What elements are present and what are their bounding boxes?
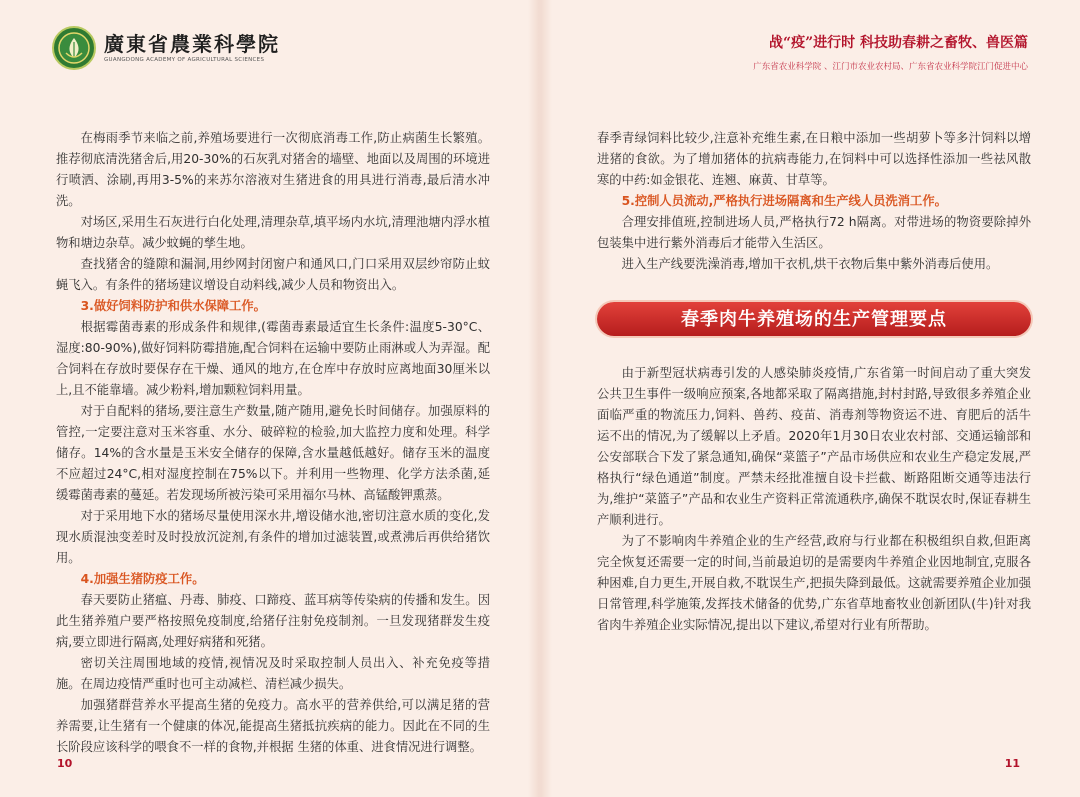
body-paragraph: 对场区,采用生石灰进行白化处理,清理杂草,填平场内水坑,清理池塘内浮水植物和塘边杂草。减少蚊蝇的孳生地。 [56,215,490,250]
body-paragraph: 春天要防止猪瘟、丹毒、肺疫、口蹄疫、蓝耳病等传染病的传播和发生。因此生猪养殖户要严格按照免疫制度,给猪仔注射免疫制剂。一旦发现猪群发生疫病,要立即进行隔离,处理好病猪和死猪。 [56,593,490,649]
body-paragraph: 为了不影响肉牛养殖企业的生产经营,政府与行业都在积极组织自救,但距离完全恢复还需要一定的时间,当前最迫切的是需要肉牛养殖企业因地制宜,克服各种困难,自力更生,开展自救,不耽误生产,把损失降到最低。这就需要养殖企业加强日常管理,科学施策,发挥技术储备的优势,广东省草地畜牧业创新团队(牛)针对我省肉牛养殖企业实际情况,提出以下建议,希望对行业有所帮助。 [597,534,1031,632]
body-paragraph: 合理安排值班,控制进场人员,严格执行72 h隔离。对带进场的物资要除掉外包装集中进行紫外消毒后才能带入生活区。 [597,215,1031,250]
page-number-left: 10 [57,757,73,770]
body-paragraph: 查找猪舍的缝隙和漏洞,用纱网封闭窗户和通风口,门口采用双层纱帘防止蚊蝇飞入。有条件的猪场建议增设自动料线,减少人员和物资出入。 [56,257,490,292]
body-paragraph: 密切关注周围地域的疫情,视情况及时采取控制人员出入、补充免疫等措施。在周边疫情严重时也可主动减栏、清栏减少损失。 [56,656,490,691]
section-banner: 春季肉牛养殖场的生产管理要点 [597,302,1031,336]
academy-logo [52,26,280,70]
body-paragraph: 根据霉菌毒素的形成条件和规律,(霉菌毒素最适宜生长条件:温度5-30°C、湿度:80-90%),做好饲料防霉措施,配合饲料在运输中要防止雨淋或人为弄湿。配合饲料在存放时要保存在干燥、通风的地方,在仓库中存放时应离地面30厘米以上,且不能靠墙。减少粉料,增加颗粒饲料用量。 [56,320,490,397]
body-paragraph: 进入生产线要洗澡消毒,增加干衣机,烘干衣物后集中紫外消毒后使用。 [621,257,999,271]
body-paragraph: 由于新型冠状病毒引发的人感染肺炎疫情,广东省第一时间启动了重大突发公共卫生事件一级响应预案,各地都采取了隔离措施,封村封路,导致很多养殖企业面临严重的物流压力,饲料、兽药、疫苗、消毒剂等物资运不进、育肥后的活牛运不出的情况,为了缓解以上矛盾。2020年1月30日农业农村部、交通运输部和公安部联合下发了紧急通知,确保“菜篮子”产品市场供应和农业生产稳定发展,严格执行“绿色通道”制度。严禁未经批准擅自设卡拦截、断路阻断交通等违法行为,维护“菜篮子”产品和农业生产资料正常流通秩序,确保不耽误农时,保证春耕生产顺利进行。 [597,366,1031,527]
page-number-right: 11 [1004,757,1020,770]
section-heading: 4.加强生猪防疫工作。 [80,572,205,586]
academy-name-en: GUANGDONG ACADEMY OF AGRICULTURAL SCIENCES [104,57,265,63]
academy-name: 廣東省農業科學院 [104,32,280,56]
body-paragraph: 加强猪群营养水平提高生猪的免疫力。高水平的营养供给,可以满足猪的营养需要,让生猪有一个健康的体况,能提高生猪抵抗疾病的能力。因此在不同的生长阶段应该科学的喂食不一样的食物,并根据 生猪的体重、进食情况进行调整。 [56,698,490,754]
right-page-body [597,128,1031,636]
left-page-body [56,128,490,758]
series-title: 战“疫”进行时 科技助春耕之畜牧、兽医篇 [769,35,1028,51]
academy-emblem-icon [52,26,96,70]
body-paragraph: 在梅雨季节来临之前,养殖场要进行一次彻底消毒工作,防止病菌生长繁殖。推荐彻底清洗猪舍后,用20-30%的石灰乳对猪舍的墙壁、地面以及周围的环境进行喷洒、涂刷,再用3-5%的来苏尔溶液对生猪进食的用具进行消毒,最后清水冲洗。 [56,131,490,208]
body-paragraph: 对于采用地下水的猪场尽量使用深水井,增设储水池,密切注意水质的变化,发现水质混浊变差时及时投放沉淀剂,有条件的增加过滤装置,或煮沸后再供给猪饮用。 [56,509,490,565]
section-heading: 5.控制人员流动,严格执行进场隔离和生产线人员洗消工作。 [621,194,947,208]
page-header [753,32,1028,72]
body-paragraph: 对于自配料的猪场,要注意生产数量,随产随用,避免长时间储存。加强原料的管控,一定要注意对玉米容重、水分、破碎粒的检验,加大监控力度和处理。科学储存。14%的含水量是玉米安全储存的保障,含水量越低越好。储存玉米的温度不应超过24°C,相对湿度控制在75%以下。并利用一些物理、化学方法杀菌,延缓霉菌毒素的蔓延。若发现场所被污染可采用福尔马林、高锰酸钾熏蒸。 [56,404,490,502]
publisher-line: 广东省农业科学院 、江门市农业农村局、广东省农业科学院江门促进中心 [753,62,1028,72]
section-heading: 3.做好饲料防护和供水保障工作。 [80,299,266,313]
page-gutter [528,0,552,797]
body-paragraph: 春季青绿饲料比较少,注意补充维生素,在日粮中添加一些胡萝卜等多汁饲料以增进猪的食欲。为了增加猪体的抗病毒能力,在饲料中可以选择性添加一些祛风散寒的中药:如金银花、连翘、麻黄、甘草等。 [597,131,1031,187]
